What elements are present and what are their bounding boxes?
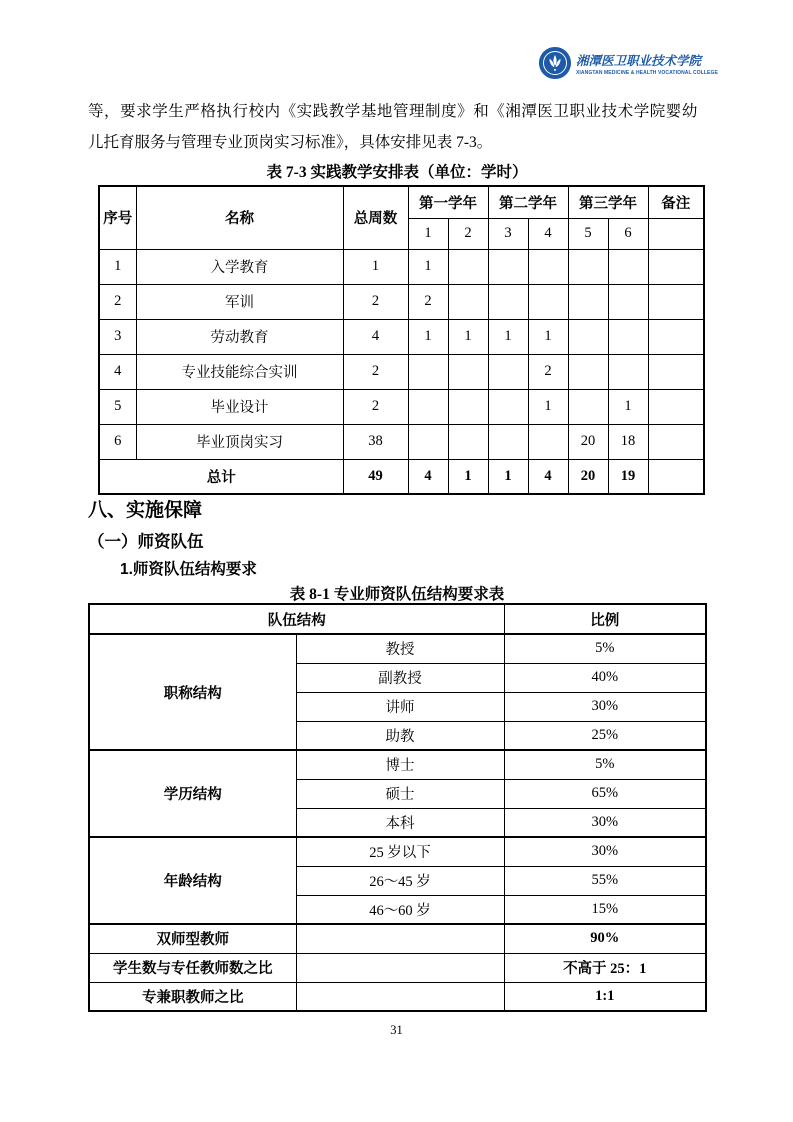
cell-sub: 副教授 [296, 663, 504, 692]
cell-label: 双师型教师 [89, 924, 296, 953]
cell-val: 不高于 25：1 [504, 953, 706, 982]
cell-sub: 博士 [296, 750, 504, 779]
cell-sem [608, 354, 648, 389]
cell-label: 学生数与专任教师数之比 [89, 953, 296, 982]
sem-header: 1 [408, 218, 448, 249]
cell-sub: 助教 [296, 721, 504, 750]
cell-sub: 讲师 [296, 692, 504, 721]
cell-val: 40% [504, 663, 706, 692]
col-header-ratio: 比例 [504, 604, 706, 634]
cell-no: 5 [99, 389, 136, 424]
cell-sem [568, 354, 608, 389]
cell-no: 2 [99, 284, 136, 319]
cell-sem [488, 284, 528, 319]
cell-note [648, 249, 704, 284]
cell-sub: 26～45 岁 [296, 866, 504, 895]
cell-sub: 本科 [296, 808, 504, 837]
cell-val: 15% [504, 895, 706, 924]
cell-sem: 1 [488, 319, 528, 354]
total-sem: 4 [408, 459, 448, 494]
table8-1-title: 表 8-1 专业师资队伍结构要求表 [289, 586, 505, 603]
cell-sem [448, 249, 488, 284]
total-sem: 19 [608, 459, 648, 494]
cell-sem [488, 389, 528, 424]
school-name-english: XIANGTAN MEDICINE & HEALTH VOCATIONAL COLLEGE [576, 69, 718, 76]
empty-cell [296, 982, 504, 1011]
cell-val: 65% [504, 779, 706, 808]
cell-sem [608, 284, 648, 319]
cell-no: 6 [99, 424, 136, 459]
col-header-structure: 队伍结构 [89, 604, 504, 634]
cell-val: 5% [504, 634, 706, 663]
cell-no: 1 [99, 249, 136, 284]
cell-sem [528, 424, 568, 459]
cell-weeks: 4 [343, 319, 408, 354]
group-label-age-structure: 年龄结构 [89, 837, 296, 924]
cell-sem [408, 354, 448, 389]
body-paragraph [88, 96, 706, 158]
cell-sem: 1 [528, 389, 568, 424]
cell-note [648, 354, 704, 389]
cell-name: 毕业设计 [136, 389, 343, 424]
table-row [99, 424, 704, 459]
sem-header: 5 [568, 218, 608, 249]
col-header-no: 序号 [99, 186, 136, 249]
cell-weeks: 2 [343, 354, 408, 389]
school-name-chinese: 湘潭医卫职业技术学院 [576, 53, 702, 68]
cell-sem [488, 249, 528, 284]
col-header-year3: 第三学年 [568, 186, 648, 218]
table-row [89, 982, 706, 1011]
total-sem: 1 [488, 459, 528, 494]
cell-name: 军训 [136, 284, 343, 319]
group-label-degree-structure: 学历结构 [89, 750, 296, 837]
total-sem: 20 [568, 459, 608, 494]
cell-note [648, 284, 704, 319]
table-row [99, 389, 704, 424]
cell-val: 90% [504, 924, 706, 953]
table7-3-title: 表 7-3 实践教学安排表（单位：学时） [266, 164, 528, 181]
cell-sem [488, 354, 528, 389]
cell-label: 专兼职教师之比 [89, 982, 296, 1011]
section-heading-8: 八、实施保障 [88, 500, 203, 521]
cell-note [648, 319, 704, 354]
cell-sem [448, 389, 488, 424]
page-number: 31 [390, 1023, 403, 1037]
total-sem: 1 [448, 459, 488, 494]
table-row [99, 319, 704, 354]
cell-sem [448, 284, 488, 319]
cell-val: 30% [504, 692, 706, 721]
sem-header: 6 [608, 218, 648, 249]
col-header-year1: 第一学年 [408, 186, 488, 218]
cell-sem [568, 319, 608, 354]
cell-sem [568, 284, 608, 319]
table-row [99, 249, 704, 284]
cell-val: 5% [504, 750, 706, 779]
school-logo [538, 46, 718, 80]
paragraph-line: 等，要求学生严格执行校内《实践教学基地管理制度》和《湘潭医卫职业技术学院婴幼 [88, 103, 698, 120]
cell-weeks: 2 [343, 389, 408, 424]
cell-sem [568, 249, 608, 284]
cell-val: 30% [504, 837, 706, 866]
col-header-name: 名称 [136, 186, 343, 249]
cell-note [648, 389, 704, 424]
table-row [89, 837, 706, 866]
cell-val: 25% [504, 721, 706, 750]
cell-sem [488, 424, 528, 459]
cell-sem: 1 [528, 319, 568, 354]
table-row [89, 953, 706, 982]
practice-teaching-table [98, 185, 705, 495]
cell-name: 毕业顶岗实习 [136, 424, 343, 459]
cell-sem [448, 424, 488, 459]
group-label-title-structure: 职称结构 [89, 634, 296, 750]
cell-name: 专业技能综合实训 [136, 354, 343, 389]
school-emblem-icon [538, 46, 572, 80]
cell-no: 4 [99, 354, 136, 389]
cell-weeks: 38 [343, 424, 408, 459]
sem-header: 3 [488, 218, 528, 249]
sem-header: 2 [448, 218, 488, 249]
faculty-structure-table [88, 603, 707, 1012]
cell-sem: 1 [448, 319, 488, 354]
table-total-row [99, 459, 704, 494]
total-note [648, 459, 704, 494]
empty-cell [296, 924, 504, 953]
subsection-heading-1: （一）师资队伍 [88, 533, 204, 551]
total-sem: 4 [528, 459, 568, 494]
cell-sem: 18 [608, 424, 648, 459]
col-header-year2: 第二学年 [488, 186, 568, 218]
cell-sem [608, 249, 648, 284]
cell-sem: 1 [608, 389, 648, 424]
table-row [99, 354, 704, 389]
table-row [89, 750, 706, 779]
cell-val: 30% [504, 808, 706, 837]
cell-sub: 硕士 [296, 779, 504, 808]
col-header-weeks: 总周数 [343, 186, 408, 249]
cell-sem [408, 389, 448, 424]
cell-val: 1:1 [504, 982, 706, 1011]
table-row [99, 284, 704, 319]
cell-sem: 1 [408, 249, 448, 284]
col-header-note: 备注 [648, 186, 704, 218]
empty-cell [296, 953, 504, 982]
cell-sub: 25 岁以下 [296, 837, 504, 866]
cell-sem [528, 249, 568, 284]
cell-name: 劳动教育 [136, 319, 343, 354]
cell-name: 入学教育 [136, 249, 343, 284]
table-row [89, 634, 706, 663]
total-label: 总计 [99, 459, 343, 494]
cell-sub: 教授 [296, 634, 504, 663]
cell-sem: 2 [528, 354, 568, 389]
sem-header: 4 [528, 218, 568, 249]
cell-sem [448, 354, 488, 389]
cell-sem [568, 389, 608, 424]
cell-sem [408, 424, 448, 459]
subsubsection-heading-1: 1.师资队伍结构要求 [120, 561, 257, 578]
cell-sem: 2 [408, 284, 448, 319]
cell-sem [608, 319, 648, 354]
empty-cell [648, 218, 704, 249]
cell-sub: 46～60 岁 [296, 895, 504, 924]
school-name-block [576, 51, 718, 76]
cell-val: 55% [504, 866, 706, 895]
cell-sem: 20 [568, 424, 608, 459]
table-row [89, 924, 706, 953]
cell-weeks: 1 [343, 249, 408, 284]
cell-no: 3 [99, 319, 136, 354]
cell-weeks: 2 [343, 284, 408, 319]
cell-sem [528, 284, 568, 319]
total-weeks: 49 [343, 459, 408, 494]
cell-note [648, 424, 704, 459]
cell-sem: 1 [408, 319, 448, 354]
paragraph-line: 儿托育服务与管理专业顶岗实习标准》，具体安排见表 7-3。 [88, 134, 493, 151]
